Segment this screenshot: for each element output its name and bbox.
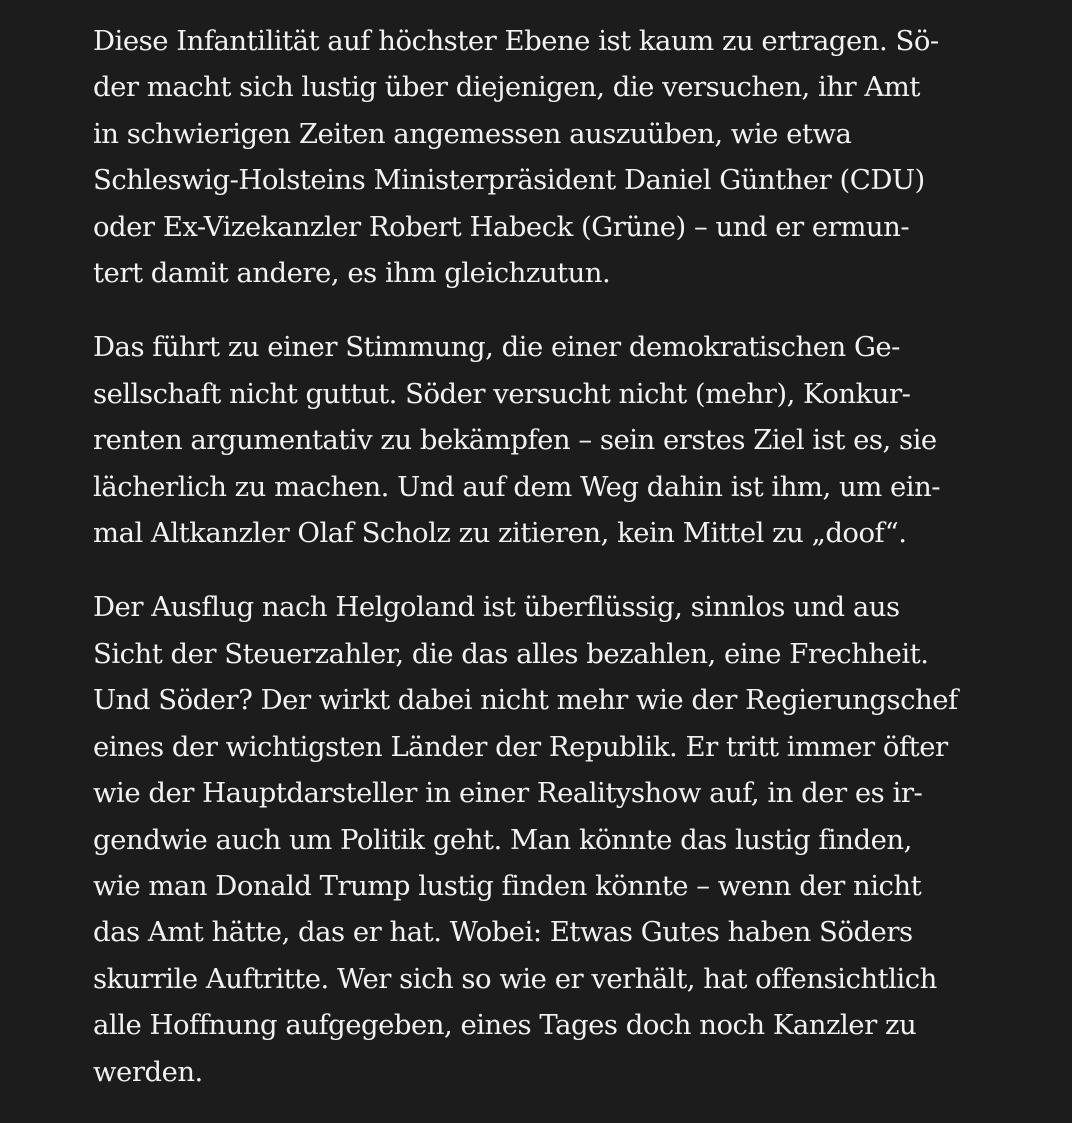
text-line: das Amt hätte, das er hat. Wobei: Etwas Gutes haben Söders [93, 916, 913, 949]
text-line: skurrile Auftritte. Wer sich so wie er verhält, hat offensichtlich [93, 962, 937, 995]
text-line: sellschaft nicht guttut. Söder versucht nicht (mehr), Konkur- [93, 377, 911, 410]
text-line: Diese Infantilität auf höchster Ebene ist kaum zu ertragen. Sö- [93, 25, 939, 57]
paragraph-1 [93, 18, 973, 296]
paragraph-3 [93, 584, 973, 1094]
text-line: wie man Donald Trump lustig finden könnte – wenn der nicht [93, 869, 922, 902]
text-line: alle Hoffnung aufgegeben, eines Tages doch noch Kanzler zu [93, 1009, 917, 1042]
text-line: Das führt zu einer Stimmung, die einer demokratischen Ge- [93, 331, 900, 364]
text-line: lächerlich zu machen. Und auf dem Weg dahin ist ihm, um ein- [93, 470, 941, 503]
text-line: in schwierigen Zeiten angemessen auszuüben, wie etwa [93, 117, 852, 150]
text-line: Und Söder? Der wirkt dabei nicht mehr wie der Regierungschef [93, 684, 958, 717]
text-line: Der Ausflug nach Helgoland ist überflüssig, sinnlos und aus [93, 591, 900, 624]
text-line: gendwie auch um Politik geht. Man könnte das lustig finden, [93, 823, 912, 856]
text-line: Schleswig-Holsteins Ministerpräsident Daniel Günther (CDU) [93, 164, 925, 197]
text-line: mal Altkanzler Olaf Scholz zu zitieren, kein Mittel zu „doof“. [93, 517, 907, 550]
text-line: oder Ex-Vizekanzler Robert Habeck (Grüne) – und er ermun- [93, 210, 910, 243]
text-line: der macht sich lustig über diejenigen, die versuchen, ihr Amt [93, 71, 920, 104]
text-line: tert damit andere, es ihm gleichzutun. [93, 257, 611, 290]
text-line: Sicht der Steuerzahler, die das alles bezahlen, eine Frechheit. [93, 637, 929, 670]
article-body [93, 18, 973, 1123]
text-line: werden. [93, 1055, 203, 1088]
text-line: wie der Hauptdarsteller in einer Realityshow auf, in der es ir- [93, 777, 923, 810]
text-line: renten argumentativ zu bekämpfen – sein erstes Ziel ist es, sie [93, 424, 937, 457]
paragraph-2 [93, 324, 973, 556]
text-line: eines der wichtigsten Länder der Republik. Er tritt immer öfter [93, 730, 948, 763]
